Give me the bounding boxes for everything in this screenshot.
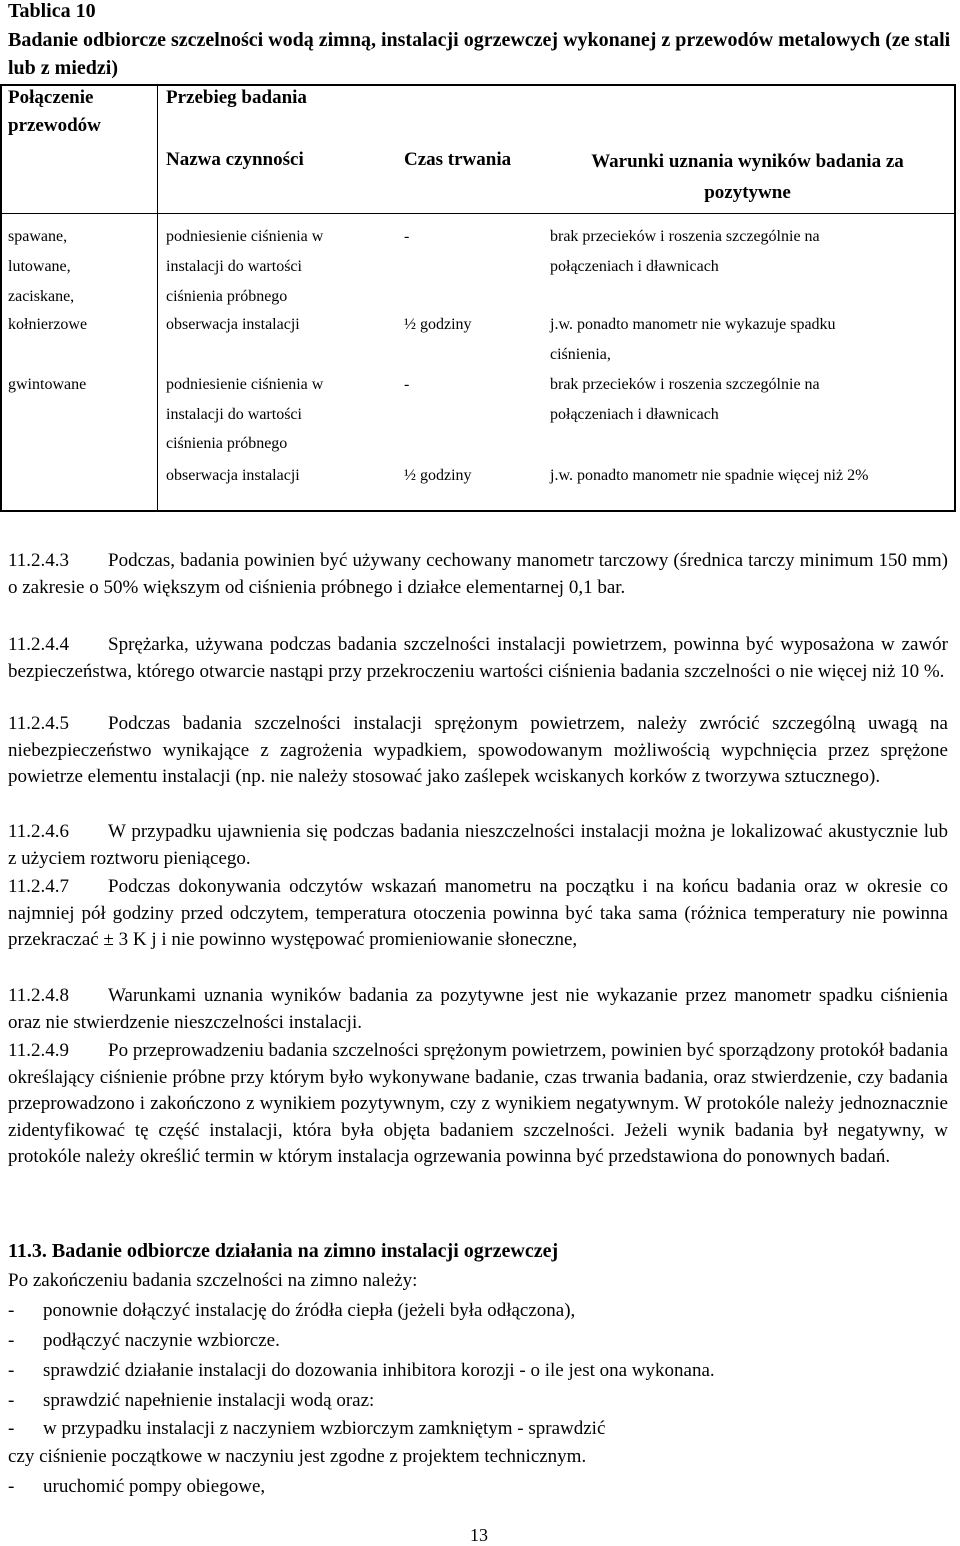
action-cell: obserwacja instalacji (166, 467, 300, 484)
list-item-text: sprawdzić działanie instalacji do dozowania inhibitora korozji - o ile jest ona wykonana. (43, 1360, 715, 1381)
list-dash: - (8, 1330, 15, 1351)
duration-cell: - (404, 376, 410, 393)
condition-cell: połączeniach i dławnicach (550, 406, 719, 423)
list-item-text: w przypadku instalacji z naczyniem wzbiorczym zamkniętym - sprawdzić (43, 1418, 606, 1439)
paragraph-text: Podczas dokonywania odczytów wskazań manometru na początku i na końcu badania oraz w okresie co najmniej pół godziny przed odczytem, temperatura otoczenia powinna być taka sama (różnica temperatury nie powinna przekraczać ± 3 K j i nie powinno występować promieniowanie słoneczne, (8, 876, 948, 950)
action-cell: obserwacja instalacji (166, 316, 300, 333)
test-table (0, 84, 956, 512)
header-conditions: Warunki uznania wyników badania za pozytywne (591, 151, 904, 203)
list-dash: - (8, 1300, 15, 1321)
condition-cell: ciśnienia, (550, 346, 611, 363)
list-dash: - (8, 1476, 15, 1497)
paragraph-text: W przypadku ujawnienia się podczas badania nieszczelności instalacji można je lokalizować akustycznie lub z użyciem roztworu pieniącego. (8, 821, 948, 869)
section-intro: Po zakończeniu badania szczelności na zimno należy: (8, 1270, 418, 1291)
duration-cell: - (404, 228, 410, 245)
joint-type: kołnierzowe (8, 316, 88, 333)
paragraph (8, 548, 948, 601)
paragraph-number: 11.2.4.4 (8, 634, 70, 655)
header-joint-line1: Połączenie (8, 87, 94, 108)
list-item-text: ponownie dołączyć instalację do źródła ciepła (jeżeli była odłączona), (43, 1300, 576, 1321)
joint-type: gwintowane (8, 376, 87, 393)
paragraph (8, 874, 948, 954)
paragraph-number: 11.2.4.8 (8, 985, 70, 1006)
header-joint-line2: przewodów (8, 115, 101, 136)
duration-cell: ½ godziny (404, 467, 472, 484)
paragraph-number: 11.2.4.7 (8, 876, 70, 897)
condition-cell: połączeniach i dławnicach (550, 258, 719, 275)
section-heading: 11.3. Badanie odbiorcze działania na zimno instalacji ogrzewczej (8, 1240, 559, 1262)
paragraph (8, 819, 948, 872)
paragraph (8, 983, 948, 1036)
paragraph-number: 11.2.4.6 (8, 821, 70, 842)
header-duration: Czas trwania (404, 149, 512, 170)
header-action-name: Nazwa czynności (166, 149, 304, 170)
action-cell: instalacji do wartości (166, 406, 302, 423)
action-cell: ciśnienia próbnego (166, 288, 288, 305)
list-dash: - (8, 1418, 15, 1439)
paragraph-number: 11.2.4.3 (8, 550, 70, 571)
list-item (8, 1326, 948, 1356)
list-item-text: uruchomić pompy obiegowe, (43, 1476, 266, 1497)
condition-cell: brak przecieków i roszenia szczególnie na (550, 228, 820, 245)
action-cell: instalacji do wartości (166, 258, 302, 275)
list-item-text: podłączyć naczynie wzbiorcze. (43, 1330, 280, 1351)
condition-cell: j.w. ponadto manometr nie spadnie więcej niż 2% (550, 467, 869, 484)
paragraph (8, 711, 948, 791)
list-dash: - (8, 1390, 15, 1411)
paragraph (8, 1038, 948, 1171)
paragraph-text: Podczas badania szczelności instalacji sprężonym powietrzem, należy zwrócić szczególną uwagą na niebezpieczeństwo wynikające z zagrożenia wypadkiem, spowodowanym możliwością wypchnięcia przez sprężone powietrze elementu instalacji (np. nie należy stosować jako zaślepek wciskanych korków z tworzywa sztucznego). (8, 713, 948, 787)
action-cell: podniesienie ciśnienia w (166, 228, 324, 245)
paragraph-number: 11.2.4.5 (8, 713, 70, 734)
table-label: Tablica 10 (8, 0, 96, 22)
list-item (8, 1414, 948, 1444)
page-number: 13 (470, 1525, 488, 1545)
paragraph-number: 11.2.4.9 (8, 1040, 70, 1061)
paragraph-text: Warunkami uznania wyników badania za pozytywne jest nie wykazanie przez manometr spadku ciśnienia oraz nie stwierdzenie nieszczelności instalacji. (8, 985, 948, 1033)
joint-type: zaciskane, (8, 288, 75, 305)
list-continuation: czy ciśnienie początkowe w naczyniu jest zgodne z projektem technicznym. (8, 1446, 587, 1467)
paragraph-text: Po przeprowadzeniu badania szczelności sprężonym powietrzem, powinien być sporządzony protokół badania określający ciśnienie próbne przy którym było wykonywane badanie, czas trwania badania, oraz stwierdzenie, czy badania przeprowadzono i zakończono z wynikiem pozytywnym, czy z wynikiem negatywnym. W protokóle należy jednoznacznie zidentyfikować tę część instalacji, która była objęta badaniem szczelności. Jeżeli wynik badania był negatywny, w protokóle należy określić termin w którym instalacja ogrzewania powinna być przedstawiona do ponownych badań. (8, 1040, 948, 1167)
paragraph (8, 632, 948, 685)
action-cell: podniesienie ciśnienia w (166, 376, 324, 393)
list-item (8, 1472, 948, 1502)
paragraph-text: Podczas, badania powinien być używany cechowany manometr tarczowy (średnica tarczy minimum 150 mm) o zakresie o 50% większym od ciśnienia próbnego i działce elementarnej 0,1 bar. (8, 550, 948, 598)
condition-cell: brak przecieków i roszenia szczególnie na (550, 376, 820, 393)
paragraph-text: Sprężarka, używana podczas badania szczelności instalacji powietrzem, powinna być wyposażona w zawór bezpieczeństwa, którego otwarcie nastąpi przy przekroczeniu wartości ciśnienia badania szczelności o nie więcej niż 10 %. (8, 634, 948, 682)
joint-type: spawane, (8, 228, 68, 245)
condition-cell: j.w. ponadto manometr nie wykazuje spadku (550, 316, 836, 333)
list-item (8, 1386, 948, 1416)
list-item (8, 1296, 948, 1326)
list-item-text: sprawdzić napełnienie instalacji wodą oraz: (43, 1390, 375, 1411)
list-item (8, 1356, 948, 1386)
list-dash: - (8, 1360, 15, 1381)
table-title: Badanie odbiorcze szczelności wodą zimną, instalacji ogrzewczej wykonanej z przewodów metalowych (ze stali lub z miedzi) (8, 29, 951, 79)
duration-cell: ½ godziny (404, 316, 472, 333)
action-cell: ciśnienia próbnego (166, 435, 288, 452)
joint-type: lutowane, (8, 258, 71, 275)
header-test-course: Przebieg badania (166, 87, 307, 108)
